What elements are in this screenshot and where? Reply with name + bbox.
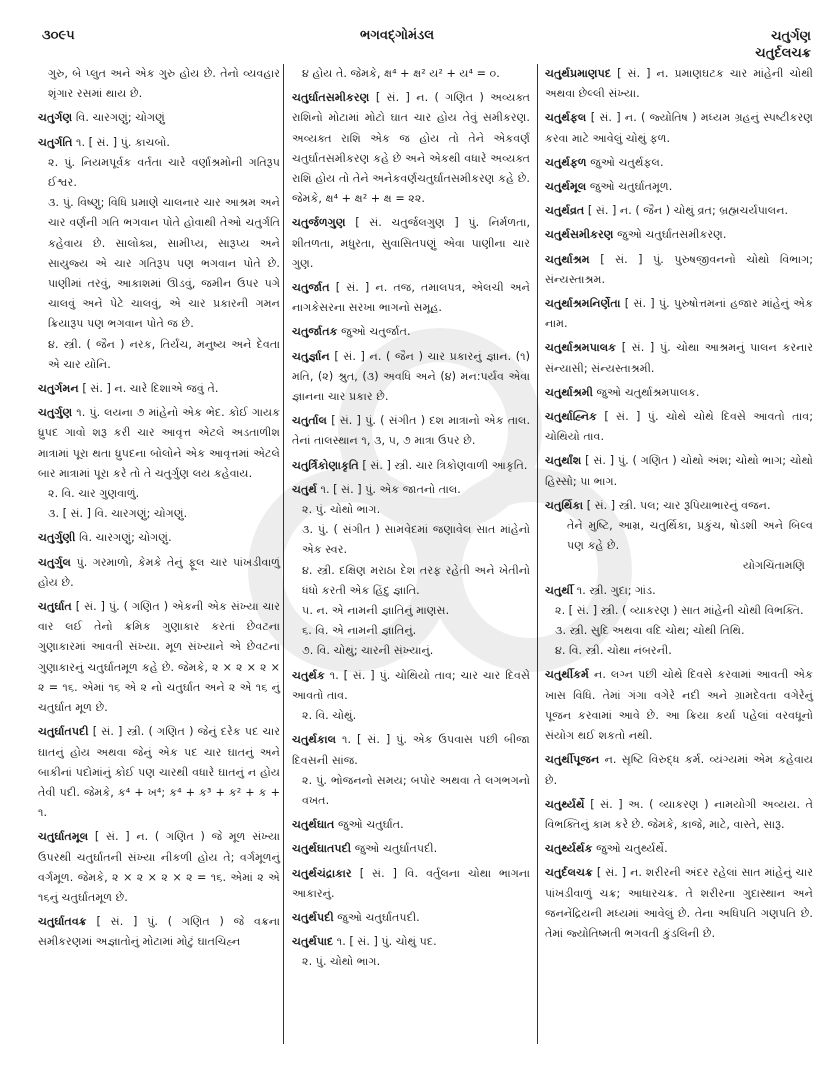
entry-sense: ૪. સ્ત્રી. ( જૈન ) નરક, તિર્યંચ, મનુષ્ય અને દેવતા એ ચાર યોનિ.	[48, 337, 280, 371]
entry-sense: ૨. [ સં. ] સ્ત્રી. ( વ્યાકરણ ) સાત માંહેની ચોથી વિભક્તિ.	[555, 603, 804, 617]
dictionary-entry	[545, 294, 813, 334]
dictionary-entry	[545, 250, 813, 290]
dictionary-entry	[545, 795, 813, 835]
entry-headword: ચતુર્ગુલ	[38, 555, 71, 569]
dictionary-entry	[545, 225, 813, 245]
book-title: ભગવદ્ગોમંડલ	[360, 28, 435, 43]
entry-headword: ચતુર્થમૂલ	[545, 180, 587, 194]
entry-definition: [ સં. ] પું. પુરુષજીવનનો ચોથો વિભાગ; સંન્યસ્તાશ્રમ.	[545, 252, 814, 286]
entry-quotation: તેને મુષ્ટિ, આમ્ર, ચતુર્થિકા, પ્રકુંચ, ષોડશી અને બિલ્વ પણ કહે છે.	[567, 519, 813, 553]
entry-headword: ચતુર્તાલ	[292, 414, 327, 428]
dictionary-entry	[545, 108, 813, 148]
entry-definition: [ સં. ] પું. ચોથા આશ્રમનું પાલન કરનાર સંન્યાસી; સંન્યસ્તાશ્રમી.	[545, 341, 814, 375]
entry-definition: વિ. ચારગણું; ચોગણું	[75, 111, 165, 125]
dictionary-entry	[38, 827, 280, 908]
entry-definition: ૧. [ સં. ] પું. એક જાતનો તાલ.	[320, 482, 461, 496]
entry-definition: જુઓ ચતુર્ઘાતપદી.	[354, 842, 438, 856]
entry-definition: [ સં. ] સ્ત્રી. ( ગણિત ) જેનું દરેક પદ ચાર ઘાતનું હોય અથવા જેનું એક પદ ચાર ઘાતનું અને બાકીનાં પદોમાંનું કોઈ પણ ચારથી વધારે ઘાતનું ન હોય તેવી પદી. જેમકે, ક⁴ + ખ⁴; ક⁴ + ક³ + ક² + ક + ૧.	[38, 725, 280, 820]
entry-headword: ચતુર્થ્યર્થે	[545, 797, 585, 811]
entry-headword: ચતુર્થસમીકરણ	[545, 228, 614, 242]
entry-definition: [ સં. ] ન. પ્રમાણઘટક ચાર માંહેની ચોથી અથવા છેલ્લી સંખ્યા.	[545, 67, 813, 101]
entry-headword: ચતુર્થિકા	[545, 498, 584, 512]
dictionary-entry	[292, 347, 530, 408]
entry-headword: ચતુર્થી	[545, 583, 574, 597]
entry-headword: ચતુર્ઘાત	[38, 600, 72, 614]
entry-headword: ચતુર્થફળ	[545, 155, 587, 169]
dictionary-entry	[38, 722, 280, 823]
entry-definition: [ સં. ] ન. શરીરની અંદર રહેલાં સાત માંહેનું ચાર પાંખડીવાળું ચક્ર; આધારચક્ર. તે શરીરના ગુદાસ્થાન અને જનનેંદ્રિયની મધ્યમાં આવેલું છે. તેના અધિપતિ ગણપતિ છે. તેમાં જ્યોતિષ્મતી ભગવતી કુંડલિની છે.	[545, 866, 813, 940]
entry-headword: ચતુર્થફલ	[545, 111, 587, 125]
column-divider	[283, 64, 284, 1044]
entry-definition: [ સં. ] ન. ( જૈન ) ચાર પ્રકારનું જ્ઞાન. (૧) મતિ, (૨) શ્રુત, (૩) અવધિ અને (૪) મન:પર્યવ એવા જ્ઞાનના ચાર પ્રકાર છે.	[292, 349, 530, 404]
entry-headword: ચતુર્થીકર્મ	[545, 668, 589, 682]
dictionary-entry	[292, 411, 530, 451]
entry-headword: ચતુર્થાંશ	[545, 454, 582, 468]
entry-headword: ચતુર્જળગુણ	[292, 216, 346, 230]
entry-definition: ૧. [ સં. ] પું. ચોથું પદ.	[336, 935, 437, 949]
entry-headword: ચતુર્જ્ઞાન	[292, 349, 330, 363]
entry-sense: ૨. પું. નિયમપૂર્વક વર્તતા ચારે વર્ણાશ્રમોની ગતિરૂપ ઈશ્વર.	[48, 155, 280, 190]
entry-headword: ચતુર્થ	[292, 482, 317, 496]
entry-headword: ચતુર્ગતિ	[38, 135, 73, 149]
dictionary-entry	[292, 456, 530, 476]
page-number: ૩૦૯૫	[42, 28, 75, 43]
entry-headword: ચતુર્ઘાતપદી	[38, 725, 89, 739]
dictionary-entry	[545, 665, 813, 746]
entry-headword: ચતુર્થ્યર્થક	[545, 842, 593, 856]
dictionary-entry	[38, 528, 280, 548]
entry-definition: [ સં. ] ન. ચારે દિશાએ જવું તે.	[82, 382, 219, 396]
dictionary-entry	[292, 864, 530, 904]
dictionary-entry	[38, 64, 280, 104]
dictionary-entry	[292, 839, 530, 859]
entry-headword: ચતુર્થાશ્રમ	[545, 252, 590, 266]
entry-headword: ચતુર્જાતક	[292, 325, 338, 339]
dictionary-entry	[545, 153, 813, 173]
entry-headword: ચતુર્થકાલ	[292, 733, 337, 747]
guide-word-first: ચતુર્ગણ	[771, 29, 811, 44]
dictionary-entry	[38, 108, 280, 128]
dictionary-entry	[292, 908, 530, 928]
entry-sense: ૨. પું. ભોજનનો સમય; બપોર અથવા તે લગભગનો વખત.	[302, 773, 530, 807]
entry-sense: ૪. વિ. સ્ત્રી. ચોથા નંબરની.	[555, 644, 672, 658]
column-2	[292, 64, 530, 977]
entry-headword: ચતુર્થીપૂજન	[545, 753, 600, 767]
dictionary-entry	[545, 496, 813, 577]
guide-words	[755, 28, 811, 62]
entry-headword: ચતુર્થાશ્રમી	[545, 385, 593, 399]
entry-sense: ૩. [ સં. ] વિ. ચારગણું; ચોગણું.	[48, 507, 188, 521]
entry-definition: [ સં. ચતુર્જલગુણ ] પું. નિર્મળતા, શીતળતા, મધુરતા, સુવાસિતપણું એવા પાણીના ચાર ગુણ.	[292, 216, 530, 270]
dictionary-entry	[545, 581, 813, 662]
dictionary-entry	[38, 912, 280, 952]
entry-definition: જુઓ ચતુર્થફલ.	[590, 155, 664, 169]
dictionary-entry	[545, 177, 813, 197]
entry-headword: ચતુર્ઘાતમૂલ	[38, 830, 89, 844]
entry-definition: ૧. [ સં. ] પું. ચોથિયો તાવ; ચાર ચાર દિવસે આવતો તાવ.	[292, 668, 531, 702]
entry-headword: ચતુર્થાશ્રમપાલક	[545, 341, 617, 355]
entry-definition: [ સં. ] ન. ( ગણિત ) અવ્યક્ત રાશિનો મોટામાં મોટો ઘાત ચાર હોય તેવું સમીકરણ. અવ્યક્ત રાશિ એક જ હોય તો તેને એકવર્ણ ચતુર્ઘાતસમીકરણ કહે છે અને એકથી વધારે અવ્યક્ત રાશિ હોય તો તેને અનેકવર્ણચતુર્ઘાતસમીકરણ કહે છે. જેમકે, ક્ષ⁴ + ક્ષ² + ક્ષ = ૨૨.	[292, 91, 530, 206]
entry-definition: ૧. પું. લયના ૭ માંહેનો એક ભેદ. કોઈ ગાયક ધ્રુપદ ગાવો શરૂ કરી ચાર આવૃત્ત એટલે અડતાળીશ માત્રામાં પૂરા થતા ધ્રુપદના બોલોને એક આવૃત્તમાં એટલે બાર માત્રામાં પૂરા કરે તો તે ચતુર્ગુણ લય કહેવાય.	[38, 406, 281, 480]
entry-definition: [ સં. ] અ. ( વ્યાકરણ ) નામયોગી અવ્યય. તે વિભક્તિનું કામ કરે છે. જેમકે, કાજે, માટે, વાસ્તે, સારૂ.	[545, 797, 813, 831]
dictionary-entry	[292, 64, 530, 84]
entry-sense: ૩. પું. ( સંગીત ) સામવેદમાં જણાવેલ સાત માંહેનો એક સ્વર.	[302, 523, 530, 557]
column-1	[38, 64, 280, 957]
entry-definition: જુઓ ચતુર્ઘાતમૂળ.	[589, 180, 673, 194]
entry-definition: [ સં. ] પું. ચોથે ચોથે દિવસે આવતો તાવ; ચોથિયો તાવ.	[545, 410, 813, 444]
entry-definition: [ સં. ] પું. ( સંગીત ) દશ માત્રાનો એક તાલ. તેનાં તાલસ્થાન ૧, ૩, ૫, ૭ માત્રા ઉપર છે.	[292, 414, 530, 448]
entry-definition: [ સં. ] ન. ( ગણિત ) જે મૂળ સંખ્યા ઉપરથી ચતુર્ઘાતની સંખ્યા નીકળી હોય તે; વર્ગમૂળનું વર્ગમૂળ. જેમકે, ૨ × ૨ × ૨ × ૨ = ૧૬. એમાં ૨ એ ૧૬નું ચતુર્ઘાતમૂળ છે.	[38, 830, 280, 904]
entry-definition: [ સં. ] વિ. વર્તુલના ચોથા ભાગના આકારનું.	[292, 866, 530, 900]
entry-definition: જુઓ ચતુર્થાશ્રમપાલક.	[596, 385, 700, 399]
dictionary-entry	[292, 730, 530, 811]
entry-headword: ચતુર્ગણ	[38, 111, 73, 125]
entry-definition: [ સં. ] ન. ( જૈન ) ચોથું વ્રત; બ્રહ્મચર્યપાલન.	[587, 204, 789, 218]
dictionary-entry	[292, 480, 530, 662]
entry-headword: ચતુર્થક	[292, 668, 325, 682]
entry-headword: ચતુર્જાત	[292, 281, 330, 295]
dictionary-entry	[292, 322, 530, 342]
entry-definition: [ સં. ] સ્ત્રી. ચાર ત્રિકોણવાળી આકૃતિ.	[362, 458, 528, 472]
entry-sense: ૫. ન. એ નામની જ્ઞાતિનું માણસ.	[302, 604, 450, 618]
entry-definition: જુઓ ચતુર્ઘાતપદી.	[337, 910, 420, 924]
entry-definition: ૧. સ્ત્રી. ગુદા; ગાંડ.	[576, 583, 656, 597]
entry-headword: ચતુર્ગમન	[38, 382, 79, 396]
dictionary-entry	[292, 213, 530, 274]
dictionary-entry	[292, 666, 530, 727]
dictionary-entry	[545, 338, 813, 378]
entry-sense: ૪. સ્ત્રી. દક્ષિણ મરાઠા દેશ તરફ રહેતી અને ખેતીનો ધંધો કરતી એક હિંદુ જ્ઞાતિ.	[302, 563, 530, 597]
entry-headword: ચતુર્ગુણી	[38, 531, 76, 545]
dictionary-entry	[292, 815, 530, 835]
entry-sense: ૩. સ્ત્રી. સુદિ અથવા વદિ ચોથ; ચોથી તિથિ.	[555, 624, 745, 638]
entry-definition: [ સં. ] પું. ( ગણિત ) ચોથો અંશ; ચોથો ભાગ; ચોથો હિસ્સો; પા ભાગ.	[545, 454, 813, 488]
entry-definition: ૧. [ સં. ] પું. એક ઉપવાસ પછી બીજા દિવસની સાંજ.	[292, 733, 530, 767]
dictionary-entry	[545, 201, 813, 221]
entry-headword: ચતુર્ઘાતસમીકરણ	[292, 91, 370, 105]
dictionary-entry	[545, 451, 813, 491]
entry-definition: ૧. [ સં. ] પું. કાચબો.	[76, 135, 170, 149]
dictionary-entry	[545, 64, 813, 104]
entry-headword: ચતુર્થપદી	[292, 910, 334, 924]
column-3	[545, 64, 813, 948]
column-divider	[537, 64, 538, 1044]
entry-definition: [ સં. ] ન. ( જ્યોતિષ ) મધ્યમ ગ્રહનું સ્પષ્ટીકરણ કરવા માટે આવેલું ચોથું ફળ.	[545, 111, 813, 145]
entry-headword: ચતુર્ગુણ	[38, 406, 73, 420]
dictionary-entry	[38, 379, 280, 399]
dictionary-entry	[292, 932, 530, 972]
dictionary-entry	[292, 278, 530, 318]
dictionary-entry	[545, 383, 813, 403]
entry-sense: ૨. પું. ચોથો ભાગ.	[302, 955, 381, 969]
entry-headword: ચતુર્થચંદ્રાકાર	[292, 866, 352, 880]
entry-sense: ૭. વિ. ચોથું; ચારની સંખ્યાનું.	[302, 644, 434, 658]
entry-definition: જુઓ ચતુર્ઘાત.	[337, 818, 404, 832]
entry-sense: ૩. પું. વિષ્ણુ; વિધિ પ્રમાણે ચાલનાર ચાર આશ્રમ અને ચાર વર્ણની ગતિ ભગવાન પોતે હોવાથી તેઓ ચતુર્ગતિ કહેવાય છે. સાલોક્ય, સામીપ્ય, સારૂપ્ય અને સાયુજ્ય એ ચાર ગતિરૂપ પણ ભગવાન પોતે છે. પાણીમાં તરવું, આકાશમાં ઊડવું, જમીન ઉપર પગે ચાલવું અને પેટે ચાલવું, એ ચાર પ્રકારની ગમન ક્રિયારૂપ પણ ભગવાન પોતે જ છે.	[48, 196, 280, 331]
entry-definition: [ સં. ] પું. ( ગણિત ) જે વક્રના સમીકરણમાં અજ્ઞાતોનું મોટામાં મોટું ઘાતચિહ્ન	[38, 915, 280, 949]
entry-headword: ચતુર્ઘાતવક્ર	[38, 915, 87, 929]
dictionary-entry	[38, 403, 280, 524]
entry-headword: ચતુર્થાહ્નિક	[545, 410, 597, 424]
entry-continuation: ૪ હોય તે. જેમકે, ક્ષ⁴ + ક્ષ² ય² + ય⁴ = ૦.	[302, 67, 500, 80]
dictionary-entry	[545, 407, 813, 447]
entry-sense: ૨. વિ. ચોથું.	[302, 709, 357, 723]
entry-definition: ન. સૃષ્ટિ વિરુદ્ધ કર્મ. વ્યંગ્યમાં એમ કહેવાય છે.	[545, 753, 813, 787]
entry-definition: [ સં. ] ન. તજ, તમાલપત્ર, એલચી અને નાગકેસરના સરખા ભાગનો સમૂહ.	[292, 281, 530, 315]
entry-definition: જુઓ ચતુર્થ્યર્થે.	[596, 842, 668, 856]
dictionary-entry	[38, 133, 280, 375]
entry-headword: ચતુર્થપાદ	[292, 935, 334, 949]
entry-headword: ચતુર્થઘાતપદી	[292, 842, 352, 856]
entry-headword: ચતુર્થવ્રત	[545, 204, 585, 218]
entry-definition: જુઓ ચતુર્ઘાતસમીકરણ.	[617, 228, 727, 242]
entry-continuation: ગુરુ, બે પ્લુત અને એક ગુરુ હોય છે. તેનો વ્યવહાર શૃંગાર રસમાં થાય છે.	[48, 67, 280, 101]
dictionary-entry	[545, 839, 813, 859]
dictionary-entry	[292, 88, 530, 209]
entry-headword: ચતુર્થપ્રમાણપદ	[545, 67, 612, 80]
entry-headword: ચતુર્દલચક્ર	[545, 866, 593, 880]
entry-definition: જુઓ ચતુર્જાત.	[341, 325, 411, 339]
quotation-source: યોગચિંતામણિ	[743, 559, 805, 573]
entry-definition: ન. લગ્ન પછી ચોથે દિવસે કરવામાં આવતી એક ખાસ વિધિ. તેમાં ગંગા વગેરે નદી અને ગ્રામદેવતા વગેરેનું પૂજન કરવામાં આવે છે. આ ક્રિયા કર્યા પહેલાં વરવધૂનો સંયોગ થઈ શકતો નથી.	[545, 668, 813, 743]
entry-definition: વિ. ચારગણું; ચોગણું.	[79, 531, 172, 545]
dictionary-entry	[38, 597, 280, 718]
guide-word-last: ચતુર્દલચક્ર	[755, 46, 811, 61]
dictionary-entry	[545, 863, 813, 944]
entry-sense: ૨. પું. ચોથો ભાગ.	[302, 503, 381, 517]
entry-headword: ચતુર્થઘાત	[292, 818, 335, 832]
entry-headword: ચતુર્થાશ્રમનિર્ણેતા	[545, 297, 621, 311]
entry-sense: ૨. વિ. ચાર ગુણવાળું.	[48, 487, 140, 501]
entry-definition: પું. ગરમાળો, કેમકે તેનું ફૂલ ચાર પાંખડીવાળું હોય છે.	[38, 555, 280, 589]
entry-definition: [ સં. ] પું. ( ગણિત ) એકની એક સંખ્યા ચાર વાર લઈ તેનો ક્રમિક ગુણાકાર કરતાં છેવટના ગુણાકારમાં આવતી સંખ્યા. મૂળ સંખ્યાને એ છેવટના ગુણાકારનું ચતુર્ઘાતમૂળ કહે છે. જેમકે, ૨ × ૨ × ૨ × ૨ = ૧૬. એમાં ૧૬ એ ૨ નો ચતુર્ઘાત અને ૨ એ ૧૬ નું ચતુર્ઘાત મૂળ છે.	[38, 600, 280, 715]
dictionary-entry	[545, 750, 813, 790]
dictionary-entry	[38, 553, 280, 593]
entry-sense: ૬. વિ. એ નામની જ્ઞાતિનું.	[302, 624, 417, 638]
entry-definition: [ સં. ] સ્ત્રી. પલ; ચાર રૂપિયાભારનું વજન.	[586, 498, 771, 512]
entry-headword: ચતુર્ત્રિકોણાકૃતિ	[292, 458, 359, 472]
entry-definition: [ સં. ] પું. પુરુષોત્તમનાં હજાર માંહેનું એક નામ.	[545, 297, 813, 331]
